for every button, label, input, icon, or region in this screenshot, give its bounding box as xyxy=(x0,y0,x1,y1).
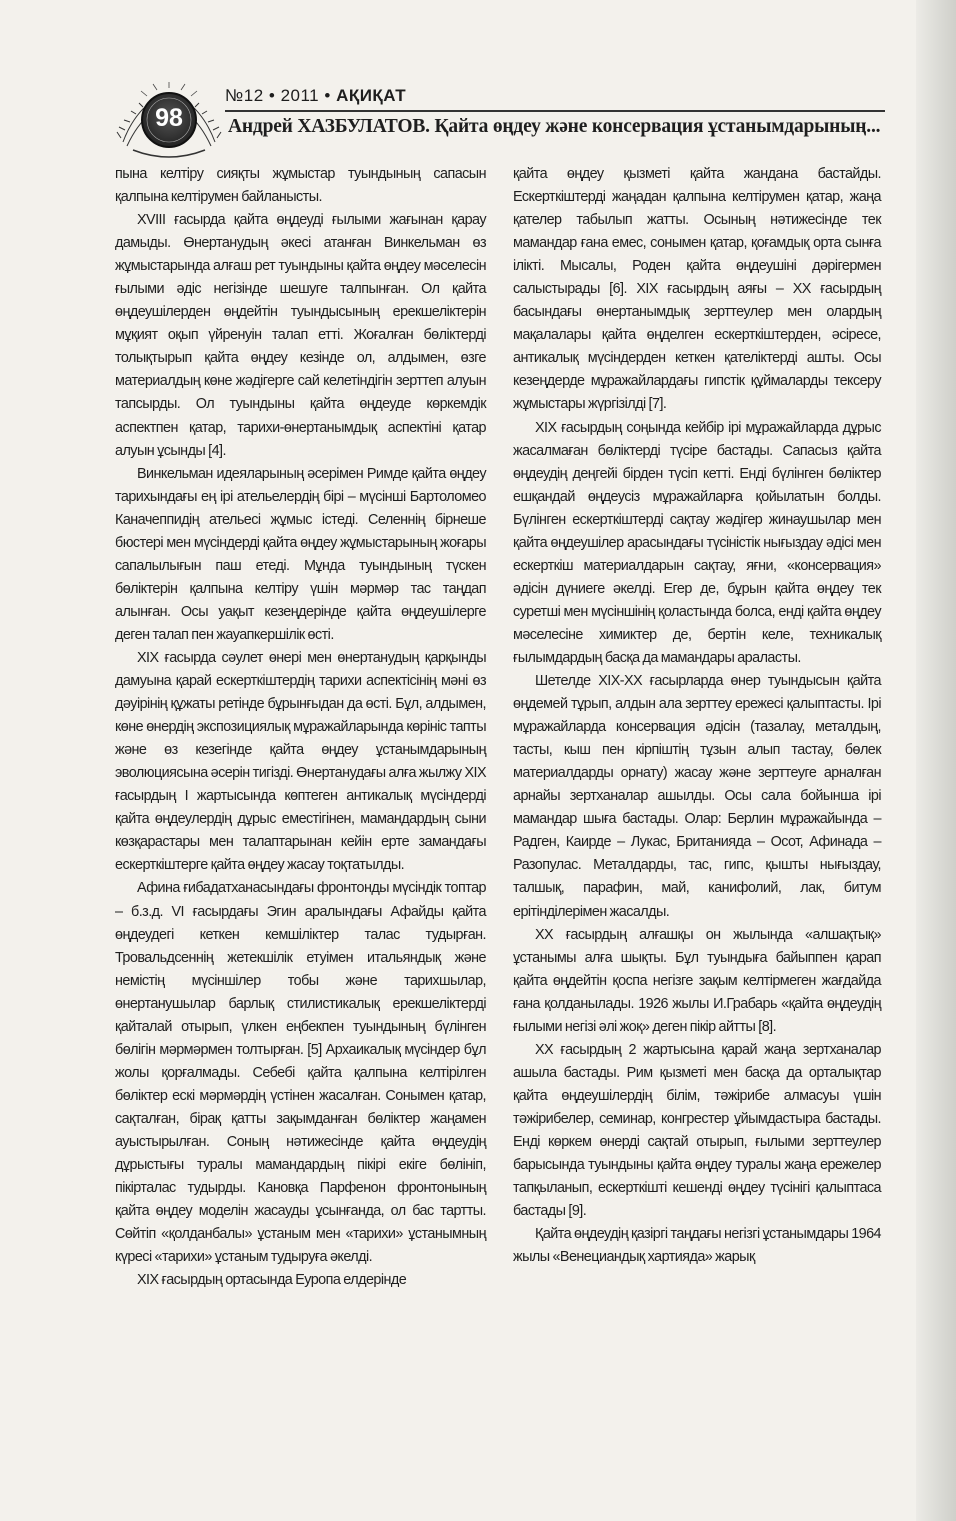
header-rule xyxy=(225,110,885,112)
issue-year: 2011 xyxy=(280,86,320,105)
paragraph: пына келтіру сияқты жұмыстар туындының сапасын қалпына келтірумен байланысты. xyxy=(115,166,486,206)
page-number: 98 xyxy=(155,104,183,132)
left-column xyxy=(115,163,486,1292)
paragraph: Винкельман идеяларының әсерімен Римде қайта өңдеу тарихындағы ең ірі ательелердің бірі – мүсінші Бартоломео Каначеппидің ательесі жұмыс істеді. Селеннің бірнеше бюстері мен мүсіндерді қайта өңдеу жұмыстарының жоғары сапалылығын паш етеді. Мұнда туындының түскен бөліктерін қалпына келтіру үшін мәрмәр тас таңдап алынған. Осы уақыт кезеңдерінде қайта өңдеушілерге деген талап пен жауапкершілік өсті. xyxy=(115,465,486,643)
separator-dot: • xyxy=(268,86,281,105)
running-title: Андрей ХАЗБУЛАТОВ. Қайта өңдеу және консервация ұстанымдарының... xyxy=(228,116,881,137)
paragraph: қайта өңдеу қызметі қайта жандана бастайды. Ескерткіштерді жаңадан қалпына келтірумен қатар, жаңа қателер табылып жатты. Осының нәтижесінде тек мамандар ғана емес, сонымен қатар, қоғамдық орта сынға ілікті. Мысалы, Роден қайта өңдеушіні дәрігермен салыстырады [6]. XIX ғасырдың аяғы – XX ғасырдың басындағы өнертанымдық зерттеулер мен олардың мақалалары қайта өңделген ескерткіштерден, әсіресе, антикалық мүсіндерден кеткен қателіктерді ашты. Осы кезеңдерде мұражайлардағы гипстік құймаларды тексеру жұмыстары жүргізілді [7]. xyxy=(513,166,881,413)
paragraph: XIX ғасырда сәулет өнері мен өнертанудың қарқынды дамуына қарай ескерткіштердің тарихи аспектісінің мәні өз дәуірінің құжаты ретінде бұрынғыдан да өсті. Бұл, алдымен, көне өнердің экспозициялық мұражайларында көрініс тапты және өз кезегінде қайта өңдеу ұстанымдарының эволюциясына әсерін тигізді. Өнертанудағы алға жылжу XIX ғасырдың I жартысында көптеген антикалық мүсіндерді қайта өңдеулердің дұрыс еместігінен, мамандардың сыни көзқарастары мен талаптарынан кейін ерте замандағы ескерткіштерге қайта өңдеу жасау тоқтатылды. xyxy=(115,649,486,874)
issue-line xyxy=(225,86,406,106)
right-column xyxy=(513,163,881,1269)
paragraph: Афина ғибадатханасындағы фронтонды мүсіндік топтар – б.з.д. VI ғасырдағы Эгин аралындағы Афайды қайта өңдеудегі кеткен кемшіліктер талас тудырған. Тровальдсеннің жетекшілік етуімен итальяндық және немістің мүсіншілер тобы және тарихшылар, өнертанушылар барлық стилистикалық ерекшеліктерді қайталай отырып, үлкен еңбекпен туындының бүлінген бөлігін мәрмәрмен толтырған. [5] Архаикалық мүсіндер бұл жолы қорғалмады. Себебі қайта қалпына келтірілген бөліктер ескі мәрмәрдің үстінен жасалған. Сонымен қатар, сақталған, бірақ қатты зақымданған бөліктер жаңамен ауыстырылған. Соның нәтижесінде қайта өңдеудің дұрыстығы туралы мамандардың пікірі екіге бөлініп, пікірталас тудырды. Кановқа Парфенон фронтонының қайта өңдеу моделін жасауды ұсынғанда, ол бас тартты. Сөйтіп «қолданбалы» ұстаным мен «тарихи» ұстанымның күресі «тарихи» ұстаным тудыруға әкелді. xyxy=(115,880,486,1266)
paragraph: Қайта өңдеудің қазіргі таңдағы негізгі ұстанымдары 1964 жылы «Венециандық хартияда» жарық xyxy=(513,1226,882,1266)
paragraph: XIX ғасырдың ортасында Еуропа елдерінде xyxy=(137,1272,407,1289)
paragraph: XX ғасырдың 2 жартысына қарай жаңа зертханалар ашыла бастады. Рим қызметі мен басқа да орталықтар қайта өңдеушілердің білім, тәжірибе алмасуы үшін тәжірибелер, семинар, конгрестер ұйымдастыра бастады. Енді көркем өнерді сақтай отырып, ғылыми зерттеулер барысында туындыны қайта өңдеу туралы жаңа ережелер тапқыланып, ескерткішті кешенді өңдеу түсінігі қалыптаса бастады [9]. xyxy=(513,1041,881,1220)
paragraph: XX ғасырдың алғашқы он жылында «алшақтық» ұстанымы алға шықты. Бұл туындыға байыппен қарап қайта өңдейтін қоспа негізге зақым келтірмеген жағдайда ғана қолданылады. 1926 жылы И.Грабарь «қайта өңдеудің ғылыми негізі әлі жоқ» деген пікір айтты [8]. xyxy=(513,926,881,1035)
page-number-emblem xyxy=(113,80,225,160)
page-header xyxy=(113,80,883,160)
issue-number: №12 xyxy=(225,86,264,105)
paragraph: XIX ғасырдың соңында кейбір ірі мұражайларда дұрыс жасалмаған бөліктерді түсіре бастады. Сапасыз қайта өңдеудің деңгейі бірден түсіп кетті. Енді бүлінген бөліктер ешқандай өңдеусіз мұражайларға қойылатын болды. Бүлінген ескерткіштерді сақтау жәдігер жинаушылар мен қайта өңдеушілер арасындағы түсіністік нығыздау әдісі мен ескерткіш материалдарын сақтау, яғни, «консервация» әдісін дүниеге әкелді. Егер де, бұрын қайта өңдеу тек суретші мен мүсіншінің қоластында болса, енді қайта өңдеу мәселесіне химиктер де, бертін келе, техникалық ғылымдардың басқа да мамандары араласты. xyxy=(513,419,881,666)
paragraph: Шетелде XIX-XX ғасырларда өнер туындысын қайта өңдемей тұрып, алдын ала зерттеу ережесі қалыптасты. Ірі мұражайларда консервация әдісін (тазалау, металдың, тасты, кыш пен кірпіштің тұзын алып тастау, бөлек материалдарды орнату) жасау және зерттеуге арналған арнайы зертханалар ашылды. Осы сала бойынша ірі мамандар шыға бастады. Олар: Берлин мұражайында – Радген, Каирде – Лукас, Британияда – Осот, Афинада – Разопулас. Металдарды, тас, гипс, қышты нығыздау, талшық, парафин, май, канифолий, лак, битум ерітінділерімен жасалды. xyxy=(513,673,881,920)
separator-dot: • xyxy=(324,86,337,105)
paragraph: XVIII ғасырда қайта өңдеуді ғылыми жағынан қарау дамыды. Өнертанудың әкесі атанған Винкельман өз жұмыстарында алғаш рет туындыны қайта өңдеу мәселесін ғылыми әдіс негізінде шешуге талпынған. Ол қайта өңдеушілерден өңдейтін туындысының ерекшеліктерін мұқият оқып үйренуін талап етті. Жоғалған бөліктерді толықтырып қайта өңдеу кезінде ол, алдымен, өзге материалдың көне жәдігерге сай келетіндігін зерттеп алуын тапсырды. Ол туындыны қайта өңдеуде көркемдік аспектпен қатар, тарихи-өнертанымдық аспектіні қатар алуын ұсынды [4]. xyxy=(115,212,486,459)
journal-name: АҚИҚАТ xyxy=(336,86,407,105)
page-edge-shadow xyxy=(916,0,956,1521)
